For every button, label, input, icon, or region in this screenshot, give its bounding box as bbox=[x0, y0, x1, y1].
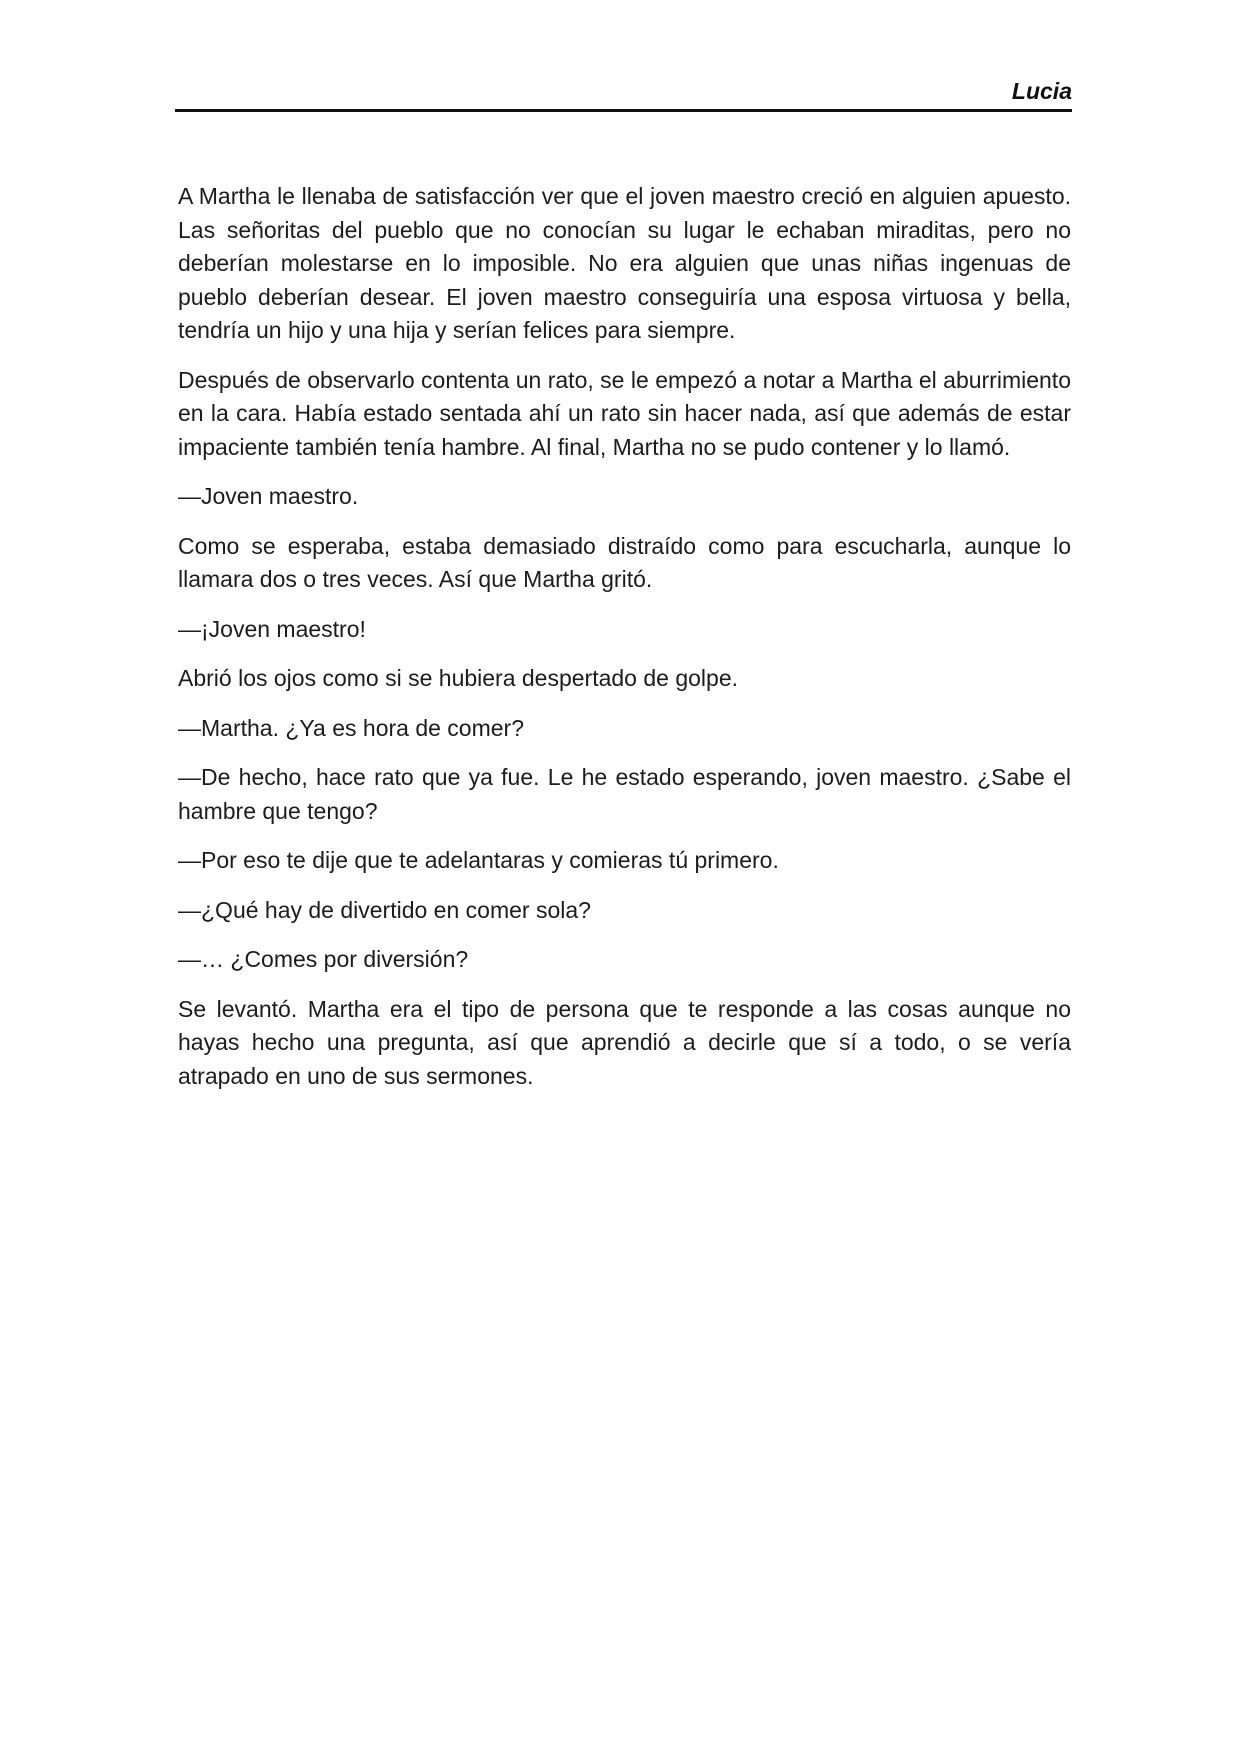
dialogue-line: —Joven maestro. bbox=[178, 483, 359, 509]
dialogue-line: —¿Qué hay de divertido en comer sola? bbox=[178, 896, 591, 923]
dialogue-line: —¡Joven maestro! bbox=[178, 615, 366, 642]
dialogue-line: —De hecho, hace rato que ya fue. Le he estado esperando, joven maestro. ¿Sabe el hambre que tengo? bbox=[178, 764, 1071, 824]
header-rule bbox=[175, 109, 1072, 112]
paragraph: A Martha le llenaba de satisfacción ver que el joven maestro creció en alguien apuesto. Las señoritas del pueblo que no conocían su lugar le echaban miraditas, pero no deberían molestarse en lo imposible. No era alguien que unas niñas ingenuas de pueblo deberían desear. El joven maestro conseguiría una esposa virtuosa y bella, tendría un hijo y una hija y serían felices para siempre. bbox=[178, 183, 1071, 343]
running-header bbox=[175, 76, 1072, 110]
dialogue-line: —Por eso te dije que te adelantaras y comieras tú primero. bbox=[178, 847, 779, 873]
paragraph: Se levantó. Martha era el tipo de persona que te responde a las cosas aunque no hayas hecho una pregunta, así que aprendió a decirle que sí a todo, o se vería atrapado en uno de sus sermones. bbox=[178, 995, 1071, 1089]
body-text bbox=[178, 180, 1071, 1109]
dialogue-line: —… ¿Comes por diversión? bbox=[178, 946, 469, 972]
paragraph: Abrió los ojos como si se hubiera despertado de golpe. bbox=[178, 665, 739, 691]
book-title: Lucia bbox=[1011, 78, 1072, 104]
paragraph: Como se esperaba, estaba demasiado distraído como para escucharla, aunque lo llamara dos o tres veces. Así que Martha gritó. bbox=[178, 532, 1071, 592]
dialogue-line: —Martha. ¿Ya es hora de comer? bbox=[178, 714, 524, 741]
paragraph: Después de observarlo contenta un rato, se le empezó a notar a Martha el aburrimiento en la cara. Había estado sentada ahí un rato sin hacer nada, así que además de estar impaciente también tenía hambre. Al final, Martha no se pudo contener y lo llamó. bbox=[178, 366, 1071, 460]
